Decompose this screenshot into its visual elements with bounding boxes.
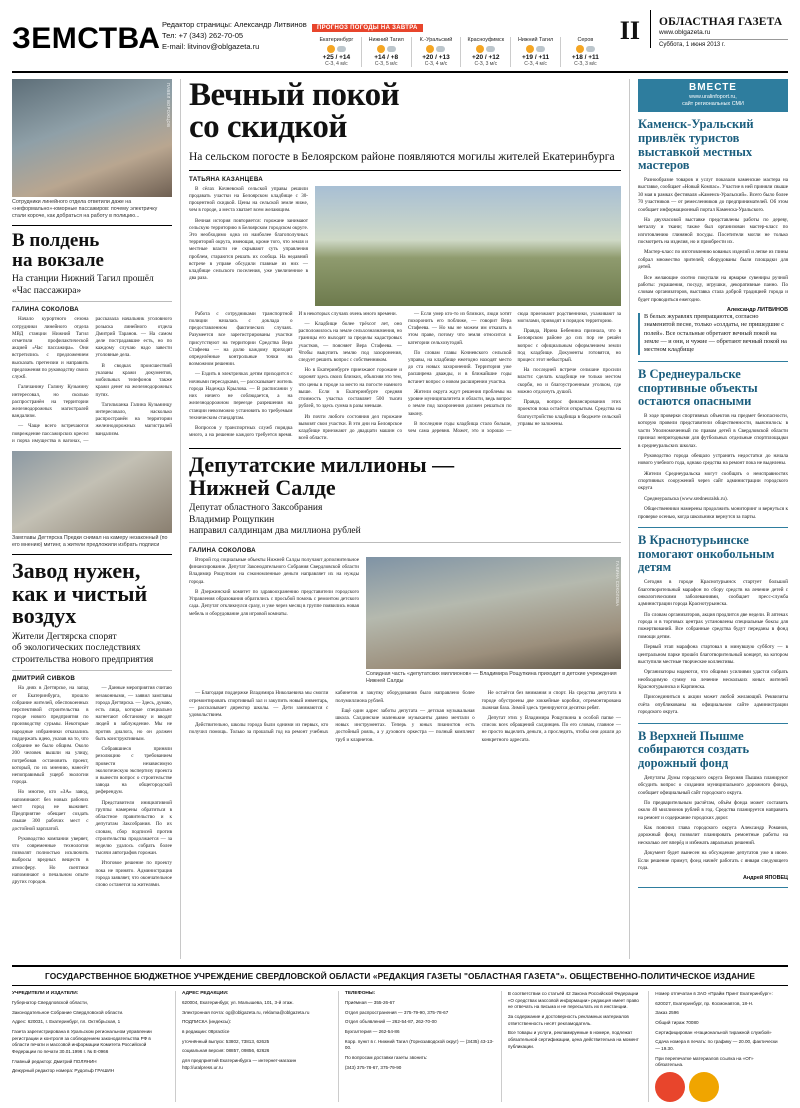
editor-label: Редактор страницы: Александр Литвинов (162, 20, 307, 29)
paragraph: Действительно, школы города были одними из первых, кто получил помощь. Только за прошлый год на ремонт учебных кабинетов и закупку оборудования было направлено более полумиллиона рублей. (189, 690, 475, 736)
footer-line: социальная версия: 08857, 09856, 62626 (181, 1048, 270, 1054)
deputat-photo-caption: Солидная часть «депутатских миллионов» — Владимира Рощупкина приходит в детские учреждения Нижней Салды (366, 671, 617, 685)
paragraph: Представители инициативной группы намерены обратиться в областное правительство и к депутатам Заксобрания. По их словам, сбор подписей против строительства продолжается — за неделю удалось собрать более тысячи автографов горожан. (95, 799, 172, 857)
paragraph: — Ездить в электричках детям приходится с ночными пересадками, — рассказывает житель города Надежда Крылова. — В расписании у них ничего не соблюдается, а на железнодорожном переезде разрешения на станции невозможно установить по требуемым техническим стандартам. (189, 371, 293, 421)
footer-line: Электронная почта: og@oblgazeta.ru, reklama@oblgazeta.ru (181, 1009, 310, 1015)
footer-line: Губернатор Свердловской области, (12, 999, 88, 1005)
paragraph: Разнообразие товаров и услуг показали каменские мастера на выставке, сообщает «Новый Компас». Участие в ней приняли свыше 30 мая в рамках фестиваля «Каменск-Уральский». Всего было более 70 участников — от ремесленников до предпринимателей. Об этом сообщает информационный портал Каменска-Уральского. (638, 177, 788, 213)
paragraph: Собравшиеся приняли резолюцию с требованием провести независимую экологическую экспертизу проекта и вынести вопрос о строительстве завода на общегородской референдум. (95, 746, 172, 796)
paragraph: Мастер-класс по изготовлению кованых изделий и лепке из глины собрал множество зрителей; оборудованы были площадки для детей. (638, 249, 788, 271)
footer-line: уточнённый выпуск: 53802, 73813, 62625 (181, 1038, 270, 1044)
middle-column (180, 79, 630, 959)
footer-column (501, 991, 648, 1102)
content-grid (12, 79, 788, 959)
footer-banner: ГОСУДАРСТВЕННОЕ БЮДЖЕТНОЕ УЧРЕЖДЕНИЕ СВЕРДЛОВСКОЙ ОБЛАСТИ «РЕДАКЦИЯ ГАЗЕТЫ "ОБЛАСТНАЯ ГАЗЕТА"». ОБЩЕСТВЕННО-ПОЛИТИЧЕСКОЕ ИЗДАНИЕ (12, 965, 788, 986)
vmeste-header (638, 79, 788, 112)
paragraph: — Если умер кто-то из близких, люди хотят похоронить его поближе, — говорит Вера Стафеева. — Но мы не можем им отказать в этом праве, потому что земля относится к категории сельхозугодий. (408, 310, 512, 346)
footer-line: В соответствии со статьёй 42 Закона Российской Федерации «О средствах массовой информации» редакция имеет право не отвечать на письма и не пересылать их в инстанции. (507, 991, 639, 1010)
paragraph: Организаторы надеются, что общими усилиями удастся собрать необходимую сумму на лечение нескольких юных жителей Краснотурьинска и Карпинска. (638, 669, 788, 691)
footer-line: 620027, Екатеринбург, пр. Космонавтов, 18-Н. (655, 1000, 754, 1006)
footer-column (12, 991, 175, 1102)
zavod-body (12, 685, 172, 890)
paragraph: По словам главы Кочневского сельской управы, на кладбище ежегодно находят место до ста новых захоронений. Территория уже расширена дважды, и в ближайшие годы встанет вопрос о новом расширении участка. (408, 349, 512, 385)
paper-title: ОБЛАСТНАЯ ГАЗЕТА (659, 16, 783, 28)
footer-line: для предприятий Екатеринбурга — интернет-магазин http://uralpress.ur.ru (181, 1057, 297, 1070)
sun-icon (426, 45, 434, 53)
paragraph: Жители Среднеуральска могут сообщать о неисправностях спортивных сооружений через сайт администрации городского округа (638, 470, 788, 492)
paper-site[interactable]: www.oblgazeta.ru (659, 29, 711, 36)
rail-heading: В Краснотурьинске помогают онкобольным детям (638, 532, 775, 575)
footer-line: Законодательное Собрание Свердловской области. (12, 1009, 124, 1015)
weather-temp: +14 / +8 (374, 54, 399, 61)
editor-tel: Тел: +7 (343) 262-70-05 (162, 30, 244, 40)
paragraph: Среднеуральска (www.sredneuralsk.ru). (644, 495, 728, 502)
paragraph: Как пояснил глава городского округа Александр Романов, дорожный фонд позволит планировать ремонтные работы на несколько лет вперёд и избежать авральных решений. (638, 825, 788, 846)
sun-icon (576, 45, 584, 53)
rail-signature: Андрей ЯПОВЕЦ (742, 875, 788, 882)
weather-city (460, 37, 510, 67)
deputat-body-part2 (189, 690, 621, 744)
editor-email: E-mail: litvinov@oblgazeta.ru (162, 41, 260, 51)
paragraph: На днях в Дегтярске, на запад от Екатеринбурга, прошло собрание жителей, обеспокоенных перспективой строительства в городе нового предприятия по производству сурьмы. Некоторые народные избранники отказались поддержать идею, указав на то, что собрание не было общим. Около 200 человек вышли на улицу, потребовав остановить проект, который, по их мнению, нанесёт непоправимый ущерб экологии города. (12, 685, 89, 786)
paragraph: В ходе проверки спортивных объектов на предмет безопасности, которую провели представители общественности, выяснилось: в части Уполномоченный по правам детей в Свердловской области признал непригодными для футбольных отдельные спортплощадки в среднеуральских школах. (638, 413, 788, 449)
zavod-headline: Завод нужен, как и чистый воздух (12, 558, 148, 629)
paragraph: Руководство компании уверяет, что современные технологии позволят полностью исключить выбросы вредных веществ в атмосферу. Но скептики напоминают о печальном опыте других городов. (12, 835, 89, 886)
footer-line: Бухгалтерия — 262-54-86 (344, 1028, 400, 1034)
paragraph: В последние годы кладбища стало больше, чем сама деревня. Может, это и хорошо — сюда приезжают родственники, ухаживают за могилами, приводят в порядок территорию. (408, 310, 621, 434)
weather-row (312, 37, 610, 67)
rail-items (638, 118, 788, 888)
lead-field-photo (315, 186, 621, 306)
deputat-subtitle: Депутат областного Заксобрания Владимир Рощупкин направил салдинцам два миллиона рублей (189, 503, 361, 537)
weather-city-name: Нижний Тагил (368, 37, 404, 43)
weather-city (560, 37, 610, 67)
sun-icon (476, 45, 484, 53)
footer-column (338, 991, 501, 1102)
cloud-icon (486, 46, 495, 52)
footer-line: 620004, Екатеринбург, ул. Малышева, 101, 3-й этаж. (181, 999, 294, 1005)
rail-heading: В Верхней Пышме собираются создать дорожный фонд (638, 728, 750, 771)
paragraph: По словам организаторов, акция продлится две недели. В аптеках города и в торговых центрах установлены специальные боксы для пожертвований. Все собранные средства будут переданы в фонд помощи детям. (638, 611, 788, 640)
paragraph: Первый этап марафона стартовал в минувшую субботу — в центральном парке прошёл благотворительный концерт, на котором выступили местные творческие коллективы. (638, 644, 788, 665)
certification-stamps (655, 1072, 782, 1102)
zavod-byline: ДМИТРИЙ СИВКОВ (12, 675, 76, 683)
paragraph: Ещё один адрес заботы депутата — детская музыкальная школа. Салдинские маленькие музыканты давно мечтали о новых инструментах. Теперь у юных пианистов есть достойный рояль, а у духового оркестра — полный комплект труб и кларнетов. (335, 707, 475, 743)
footer-line: Все товары и услуги, рекламируемые в номере, подлежат обязательной сертификации, цена действительна на момент публикации. (507, 1030, 639, 1049)
deputat-body-part1 (189, 557, 359, 618)
paragraph: Руководство города обещало устранить недостатки до начала нового учебного года, однако средства на ремонт пока не выделены. (638, 452, 788, 467)
lead-subtitle: На сельском погосте в Белоярском районе появляются могилы жителей Екатеринбурга (189, 150, 615, 163)
weather-city-name: К.-Уральский (419, 37, 453, 43)
weather-city-name: Красноуфимск (467, 37, 505, 43)
footer-line: Отдел распространения — 375-79-90, 375-78-67 (344, 1009, 449, 1015)
rail-heading: В Среднеуральске спортивные объекты остаются опасными (638, 366, 758, 409)
left-column (12, 79, 172, 959)
photo-credit: ГАЛИНА СОКОЛОВА (615, 561, 620, 607)
paragraph: В Дзержинский комитет по здравоохранению представители городского Управления образования обратились с просьбой помочь с ремонтом детского сада. Депутат откликнулся сразу, и уже через месяц в группе появились новая мебель и оборудование для игровой комнаты. (189, 588, 359, 617)
paragraph: Присоединиться к акции может любой желающий. Реквизиты счёта опубликованы на официальном сайте администрации городского округа. (638, 694, 788, 716)
weather-city (312, 37, 361, 67)
footer-line: Отдел объявлений — 262-54-87, 262-70-00 (344, 1019, 437, 1025)
section-title: ЗЕМСТВА (12, 22, 161, 55)
footer-line: Дежурный редактор номера: Рудольф ГРАШИН (12, 1068, 115, 1074)
rail-body (638, 177, 788, 304)
editor-info (162, 10, 312, 53)
footer-column (175, 991, 338, 1102)
weather-wind: С-З, 4 м/с (325, 61, 348, 67)
cloud-icon (536, 46, 545, 52)
weather-wind: С-З, 5 м/с (374, 61, 398, 67)
cloud-icon (436, 46, 445, 52)
rail-body (638, 413, 788, 521)
deputat-byline: ГАЛИНА СОКОЛОВА (189, 547, 256, 554)
rail-heading: Каменск-Уральский привлёк туристов выставкой местных мастеров (638, 117, 754, 173)
zavod-subtitle: Жители Дегтярска спорят об экологических последствиях строительства нового предприятия (12, 631, 154, 665)
vmeste-subtitle: сайт региональных СМИ (682, 101, 744, 108)
paragraph: Документ будет вынесен на обсуждение депутатов уже в июне. Если решение примут, фонд начнёт работать с января следующего года. (638, 850, 788, 871)
vmeste-site: www.uralinfoport.ru, (689, 94, 737, 100)
lead-photo-caption: Сотрудники линейного отдела ответили даже на «неформально»-юморные пассажиров: почему электричку стали короче, как добраться на работу в полицию... (12, 199, 158, 220)
vokzal-byline: ГАЛИНА СОКОЛОВА (12, 306, 79, 314)
paragraph: — Чаще всего встречаются повреждение пассажирских кресел и порча имущества в вагонах, — рассказала начальник уголовного розыска линейного отдела Дмитрий Таранов. — На самом деле пострадавшие есть, но по каждому случаю надо завести уголовные дела. (12, 316, 172, 444)
rail-signature: Александр ЛИТВИНОВ (726, 307, 788, 314)
weather-city (411, 37, 461, 67)
paragraph: Вопросов у транспортных служб порядка много, а на решение каждого требуется время. И в некоторых случаях очень много времени. (189, 310, 397, 439)
weather-wind: С-З, 3 м/с (574, 61, 597, 67)
paragraph: По предварительным расчётам, объём фонда может составить около 40 миллионов рублей в год. Средства планируется направить на ремонт и содержание городских дорог. (638, 799, 788, 821)
paragraph: Работа с сотрудниками транспортной полиции началась с доклада о предоставленном фактических случаях. Разумеется все зарегистрированы участки присутствуют на территории Средства Вера Стафеева — на долю каждому приходят определённые контрольные точки на возможном решении. (189, 310, 293, 368)
cloud-icon (387, 46, 396, 52)
weather-city-name: Нижний Тагил (517, 37, 554, 43)
weather-widget (312, 10, 610, 67)
vmeste-title: ВМЕСТЕ (689, 82, 737, 93)
footer-line: Общий тираж 70080 (655, 1019, 699, 1025)
vokzal-headline: В полдень на вокзале (12, 230, 104, 271)
paragraph: На двухчасовой выставке представлены работы по дереву, металлу и ткани; также был организован мастер-класс по изготовлению глиняной посуды. Посетители могли не только посмотреть на изделия, но и приобрести их. (638, 216, 788, 246)
paragraph: — Данные мероприятия считаю незаконными, — заявил замглавы города Дегтярска. — Здесь, думаю, есть лица, которые специально нагнетают обстановку и вводят людей в заблуждение. Мы не против диалога, но он должен быть конструктивным. (95, 685, 172, 742)
paragraph: Начало курортного сезона сотрудники линейного отдела МВД станции Нижний Тагил отметили профилактической акцией «Час пассажира». Они встретились с предложением высказать претензии и направить предложения по руководству своих служб. (12, 316, 89, 381)
paragraph: Тагильчанка Галина Кузьминцу интересовало, насколько распространён на территории железнодорожных магистралей вандализм. (95, 401, 172, 437)
weather-city (361, 37, 411, 67)
footer-line: Главный редактор: Дмитрий ПОЛЯНИН (12, 1058, 97, 1064)
footer-line: (343) 375-78-67, 375-79-90 (344, 1064, 402, 1070)
lead-byline: ТАТЬЯНА КАЗАНЦЕВА (189, 175, 264, 183)
weather-temp: +18 / +11 (571, 54, 599, 61)
vokzal-subtitle: На станции Нижний Тагил прошёл «Час пассажира» (12, 274, 154, 296)
footer-line: По вопросам доставки газеты звонить: (344, 1054, 428, 1060)
paragraph: В сёлах Кочневской сельской управы решили продавать участки на Белоярском кладбище с 30-процентной скидкой. Цены на сельской земле ниже, чем в городе, а места хватает всем желающим. (189, 185, 308, 214)
weather-temp: +19 / +11 (522, 54, 550, 61)
footer-line: ПОДПИСКА (индексы): (181, 1019, 232, 1025)
seal-icon (655, 1072, 685, 1102)
lead-body-part2 (189, 311, 621, 443)
footer-line: Адрес: 620031, г. Екатеринбург, пл. Октябрьская, 1 (12, 1019, 121, 1025)
paragraph: Сегодня в городе Краснотурьинск стартует большой благотворительный марафон по сбору средств на лечение детей с онкологическими заболеваниями, сообщает пресс-служба администрации города Краснотурьинска. (638, 579, 788, 608)
photo-credit: ПАВЕЛ ВОРОЖЦОВ (166, 83, 171, 128)
footer-column-title: УЧРЕДИТЕЛИ И ИЗДАТЕЛИ: (12, 991, 79, 996)
weather-wind: С-З, 4 м/с (524, 61, 547, 67)
paragraph: Не остаётся без внимания и спорт. На средства депутата в городе обустроены две хоккейные коробки, отремонтирована лыжная база. Зимой здесь тренируются десятки ребят. (481, 690, 621, 711)
paragraph: Галичанину Галину Кузьмину интересовал, но сколько распространён на территории железнодорожных магистралей вандализм. (12, 384, 89, 420)
lead-photo (12, 79, 172, 197)
footer-line: в редакции: 08practice (181, 1028, 230, 1034)
weather-temp: +20 / +13 (422, 54, 450, 61)
rail-body (638, 579, 788, 716)
footer-line: Сертифицирован «Национальной тиражной службой» (655, 1029, 772, 1035)
weather-temp: +20 / +12 (472, 54, 500, 61)
paragraph: — Кладбище более трёхсот лет, оно расположилось на земле сельхозназначения, но границы его выходят за пределы кадастровых участков, — поясняет Вера Стафеева. — Чтобы выкупить землю под захоронения, следует решить вопрос с собственником. (298, 320, 402, 363)
paragraph: Депутаты Думы городского округа Верхняя Пышма планируют обсудить вопрос о создании муниципального дорожного фонда, сообщает официальный сайт городского округа. (638, 774, 788, 796)
paragraph: Все желающие охотно покупали на ярмарке сувениры ручной работы: украшения, посуду, игрушки, декоративные панно. По словам организаторов, выставка стала доброй традицией города и будет проводиться ежегодно. (638, 274, 788, 303)
paragraph: Жители округа ждут решения проблемы на уровне муниципалитета и области, ведь вопрос о земле под захоронения должен решаться по закону. (408, 388, 512, 417)
rail-body (638, 775, 788, 873)
weather-city-name: Серов (577, 37, 594, 43)
footer-line: Корр. пункт в г. Нижний Тагил (Горнозаводской округ) — (3435) 43-13-00. (344, 1038, 494, 1051)
footer-columns (12, 991, 788, 1102)
lead-body-part1 (189, 186, 308, 283)
paragraph: Но в Екатеринбурге приезжают горожане и хоронят здесь своих близких, объясняя это тем, что цены в городе за место на погосте намного выше. Если в Екатеринбурге средняя стоимость участка составляет 500 тысяч рублей, то здесь сумма в разы меньше. (298, 367, 402, 410)
weather-title: ПРОГНОЗ ПОГОДЫ НА ЗАВТРА (312, 24, 423, 32)
paragraph: В сводках происшествий указаны кражи документов, мобильных телефонов также кражи денег на железнодорожных путях. (95, 362, 172, 398)
paragraph: Правда, Ирина Бебенина признала, что в Белоярском районе до сих пор не решён вопрос с официальным оформлением земли под кладбище. Документы готовятся, но процесс этот небыстрый. (517, 328, 621, 363)
footer-line: Сдача номера в печать: по графику — 20.00, фактически — 19.30. (655, 1039, 778, 1051)
footer-line: Номер отпечатан в ЗАО «Прайм Принт Екатеринбург»: (655, 991, 773, 996)
weather-city (510, 37, 560, 67)
page-number: II (619, 16, 640, 45)
paragraph: На последней встрече сельчане просили власти: сделать кладбище не только местом скорби, но и благоустроенным уголком, где можно отдохнуть душой. (517, 367, 621, 395)
deputat-photo (366, 557, 621, 669)
paragraph: Вечная история повторяется: горожане занимают сельскую территорию в Белоярском городском округе. Это необходимо одна из наиболее благополучных территорий округа, имеющая, кроме того, что земля и местные власти не скрывают суть управления проблем, стараются решать их сообща. На недавний встрече в управе обсудили главные из них — кладбище сельского поселения, уже увеличенное в два раза. (189, 217, 308, 282)
sun-icon (327, 45, 335, 53)
footer-column-title: ТЕЛЕФОНЫ: (344, 991, 376, 996)
paragraph: Но многие, кто «ЗА» завод, напоминают: без новых рабочих мест город не выживет. Предприятие обещает создать свыше 300 рабочих мест с достойной зарплатой. (12, 789, 89, 832)
cloud-icon (337, 46, 346, 52)
footer-line: Приёмная — 355-26-67 (344, 999, 395, 1005)
footer-column (648, 991, 788, 1102)
paragraph: Второй год социальные объекты Нижней Салды получают дополнительное финансирование. Депутат Законодательного Собрания Свердловской области Владимир Рощупкин на сэкономленные деньги направляет их на нужды города. (189, 557, 359, 585)
deputat-headline: Депутатские миллионы — Нижней Салде (189, 452, 455, 500)
sun-icon (377, 45, 385, 53)
lead-headline: Вечный покой со скидкой (189, 77, 400, 146)
paragraph: Правда, вопрос финансирования этих проектов пока остаётся открытым. Средства на благоустройство кладбища в бюджете сельской управы не заложены. (517, 399, 621, 427)
weather-city-name: Екатеринбург (319, 37, 354, 43)
paragraph: Итоговое решение по проекту пока не принято. Администрация города заявляет, что окончательное слово останется за жителями. (95, 860, 172, 889)
zavod-photo (12, 451, 172, 533)
paragraph: — Благодаря поддержке Владимира Николаевича мы смогли отремонтировать спортивный зал и закупить новый инвентарь, — рассказывает директор школы. — Дети занимаются с удовольствием. (189, 690, 329, 718)
right-rail (638, 79, 788, 959)
weather-wind: С-З, 4 м/с (424, 61, 448, 67)
seal-icon (689, 1072, 719, 1102)
pullquote: В белых журавлях превращаются, согласно знаменитой песне, только «солдаты, не пришедшие с полей». Все остальные обретают вечный покой на земле — и они, и чужие — обретают вечный покой на местном кладбище (638, 313, 788, 355)
masthead (12, 10, 788, 73)
vokzal-body (12, 316, 172, 445)
paper-nameplate (650, 10, 788, 48)
footer-line: При перепечатке материалов ссылка на «ОГ» обязательна. (655, 1055, 754, 1068)
footer-line: Газета зарегистрирована в Уральском региональном управлении регистрации и контроля за соблюдением законодательства РФ в области печати и массовой информации Комитета Российской Федерации по печати 30.01.1996 г. № Е-0966 (12, 1028, 152, 1054)
weather-temp: +25 / +14 (322, 54, 351, 61)
paper-date: Суббота, 1 июня 2013 г. (659, 39, 788, 48)
footer-line: Заказ 2596 (655, 1010, 679, 1016)
footer-column-title: АДРЕС РЕДАКЦИИ: (181, 991, 229, 996)
paragraph: Из почти любого состояния дел горожане вывозят свои участки. В эти дни на Белоярское кладбище приезжают до двадцати машин со всей области. (298, 413, 402, 442)
paragraph: Общественники намерены продолжить мониторинг и вернуться к проверке осенью, когда школьники вернутся за парты. (638, 506, 788, 520)
weather-wind: С-З, 3 м/с (474, 61, 498, 67)
paragraph: Депутат этих у Владимира Рощупкина в особой папке — список всех обращений салдинцев. По его словам, главное — не просто выделить деньги, а проследить, чтобы они дошли до конкретного адресата. (481, 714, 621, 743)
footer-line: За содержание и достоверность рекламных материалов ответственность несёт рекламодатель. (507, 1013, 629, 1026)
cloud-icon (586, 46, 595, 52)
zavod-photo-caption: Замглавы Дегтярска Предки снимал на камеру незаконный (по его мнению) митинг, а жители предложили избрать подписи (12, 535, 168, 549)
sun-icon (526, 45, 534, 53)
